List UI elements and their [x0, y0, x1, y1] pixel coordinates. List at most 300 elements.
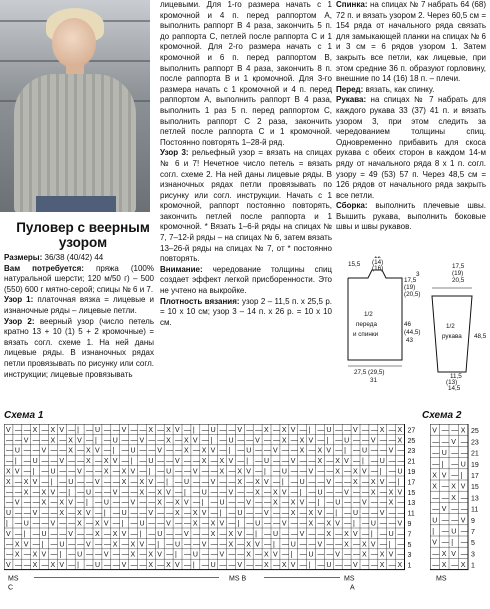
- row-number: 15: [471, 484, 479, 492]
- chart-symbol: —: [5, 499, 13, 507]
- chart-symbol: —: [130, 530, 138, 538]
- chart-symbol: X: [50, 562, 56, 570]
- chart-symbol: U: [281, 468, 287, 476]
- chart-symbol: —: [246, 478, 254, 486]
- chart-symbol: |: [68, 489, 71, 497]
- chart-symbol: |: [77, 562, 79, 570]
- chart-symbol: —: [326, 499, 334, 507]
- chart-symbol: —: [460, 539, 468, 547]
- body-label-3: и спинки: [353, 331, 379, 338]
- chart-symbol: —: [272, 426, 280, 434]
- chart-symbol: —: [308, 458, 316, 466]
- chart-symbol: V: [281, 520, 287, 528]
- chart-symbol: —: [308, 530, 316, 538]
- dim-neck-1: 12: [374, 256, 382, 260]
- chart-symbol: X: [41, 499, 47, 507]
- chart-symbol: V: [148, 510, 154, 518]
- chart-symbol: X: [326, 530, 332, 538]
- chart-symbol: —: [255, 562, 263, 570]
- chart-symbol: |: [451, 539, 454, 547]
- chart-symbol: V: [335, 551, 340, 559]
- chart-symbol: V: [5, 426, 11, 434]
- chart-symbol: —: [68, 541, 76, 549]
- chart-symbol: X: [50, 437, 56, 445]
- chart-symbol: —: [388, 468, 396, 476]
- chart-symbol: —: [210, 510, 218, 518]
- chart-symbol: —: [219, 426, 227, 434]
- chart-symbol: U: [326, 562, 332, 570]
- chart-symbol: —: [50, 541, 58, 549]
- chart-symbol: V: [148, 478, 154, 486]
- chart-symbol: X: [166, 426, 171, 434]
- chart-symbol: X: [5, 478, 11, 486]
- row-number: 11: [471, 506, 479, 514]
- chart-symbol: X: [86, 447, 91, 455]
- chart-symbol: V: [210, 478, 216, 486]
- chart-symbol: |: [441, 461, 444, 469]
- chart-symbol: |: [361, 458, 364, 466]
- chart-symbol: V: [370, 541, 376, 549]
- chart-symbol: —: [228, 562, 236, 570]
- chart-symbol: V: [460, 483, 466, 491]
- chart-symbol: |: [50, 478, 53, 486]
- chart-symbol: X: [361, 551, 367, 559]
- chart-symbol: V: [388, 447, 394, 455]
- chart-symbol: —: [228, 520, 236, 528]
- chart-symbol: —: [50, 447, 58, 455]
- chart-symbol: U: [451, 528, 457, 536]
- chart-symbol: X: [68, 447, 73, 455]
- chart-symbol: |: [290, 551, 293, 559]
- chart-symbol: |: [121, 520, 124, 528]
- chart-symbol: U: [361, 447, 368, 455]
- chart-symbol: X: [183, 447, 189, 455]
- chart-symbol: |: [281, 478, 284, 486]
- chart-symbol: X: [397, 562, 403, 570]
- chart-symbol: —: [23, 499, 31, 507]
- chart-symbol: —: [370, 458, 378, 466]
- chart-symbol: —: [112, 510, 120, 518]
- chart-symbol: V: [139, 437, 145, 445]
- chart-symbol: X: [397, 437, 403, 445]
- chart-symbol: |: [192, 562, 195, 570]
- chart-symbol: —: [130, 562, 138, 570]
- chart-symbol: V: [353, 530, 358, 538]
- chart-symbol: V: [388, 551, 394, 559]
- chart-symbol: X: [201, 447, 207, 455]
- chart-symbol: —: [379, 447, 387, 455]
- chart-symbol: —: [460, 450, 468, 458]
- chart-symbol: —: [388, 520, 396, 528]
- chart-symbol: X: [379, 551, 385, 559]
- chart-symbol: —: [41, 468, 49, 476]
- chart-symbol: —: [317, 530, 325, 538]
- chart-symbol: —: [130, 426, 138, 434]
- chart-symbol: V: [264, 478, 269, 486]
- chart-symbol: —: [201, 551, 209, 559]
- chart-symbol: —: [103, 447, 111, 455]
- chart-symbol: X: [353, 468, 358, 476]
- chart-symbol: X: [264, 551, 269, 559]
- chart-symbol: —: [246, 437, 254, 445]
- chart-symbol: —: [281, 541, 289, 549]
- row-number: 3: [471, 551, 475, 559]
- chart-symbol: —: [441, 483, 449, 491]
- dim-top-left: 15,5: [348, 261, 361, 268]
- chart-symbol: —: [432, 550, 440, 558]
- chart-symbol: —: [353, 541, 361, 549]
- chart-symbol: —: [23, 562, 31, 570]
- chart-symbol: —: [228, 478, 236, 486]
- chart-symbol: —: [68, 520, 76, 528]
- chart-symbol: U: [23, 520, 29, 528]
- chart-symbol: V: [344, 458, 349, 466]
- chart-symbol: —: [397, 530, 405, 538]
- scheme1-bottom-label: C: [8, 584, 14, 592]
- chart-symbol: —: [121, 551, 129, 559]
- chart-symbol: —: [361, 489, 369, 497]
- chart-symbol: —: [317, 520, 325, 528]
- chart-symbol: —: [94, 499, 102, 507]
- chart-symbol: V: [175, 458, 180, 466]
- chart-symbol: X: [23, 478, 29, 486]
- chart-symbol: V: [441, 506, 447, 514]
- chart-symbol: |: [112, 447, 115, 455]
- chart-symbol: X: [103, 468, 109, 476]
- chart-symbol: X: [192, 510, 198, 518]
- chart-symbol: X: [264, 562, 269, 570]
- row-number: 19: [471, 461, 479, 469]
- chart-symbol: X: [148, 551, 154, 559]
- dim-sleeve-top-3: 20,5: [452, 277, 465, 284]
- chart-symbol: V: [68, 530, 73, 538]
- chart-symbol: —: [157, 458, 165, 466]
- chart-symbol: X: [299, 447, 305, 455]
- chart-symbol: —: [460, 550, 468, 558]
- chart-symbol: —: [370, 468, 378, 476]
- chart-symbol: X: [264, 426, 269, 434]
- chart-symbol: —: [201, 426, 209, 434]
- chart-symbol: —: [299, 458, 307, 466]
- chart-symbol: —: [335, 447, 343, 455]
- chart-symbol: |: [432, 528, 435, 536]
- chart-symbol: —: [77, 447, 85, 455]
- chart-symbol: V: [308, 437, 314, 445]
- chart-symbol: |: [59, 551, 62, 559]
- chart-symbol: —: [157, 562, 165, 570]
- chart-symbol: U: [210, 562, 216, 570]
- col2-paragraph: Плотность вязания: узор 2 – 11,5 п. х 25,5 р. = 10 х 10 см; узор 3 – 14 п. х 26 р. = 10 х 10 см.: [160, 296, 332, 327]
- chart-symbol: —: [157, 510, 165, 518]
- chart-symbol: —: [432, 438, 440, 446]
- chart-symbol: |: [460, 472, 463, 480]
- row-number: 21: [471, 450, 479, 458]
- dim-rt-1: 17,5: [404, 277, 417, 284]
- chart-symbol: —: [219, 530, 227, 538]
- chart-symbol: U: [14, 447, 20, 455]
- chart-symbol: —: [148, 530, 156, 538]
- chart-symbol: X: [77, 520, 82, 528]
- chart-symbol: —: [370, 447, 378, 455]
- chart-symbol: —: [397, 510, 405, 518]
- chart-symbol: V: [219, 551, 225, 559]
- row-number: 1: [407, 562, 412, 570]
- dim-sleeve-b-1: 11,5: [450, 373, 462, 380]
- chart-symbol: —: [130, 437, 138, 445]
- chart-symbol: —: [32, 541, 40, 549]
- chart-symbol: |: [264, 468, 266, 476]
- row-number: 13: [407, 500, 416, 508]
- chart-symbol: —: [32, 447, 40, 455]
- chart-symbol: —: [148, 520, 156, 528]
- chart-symbol: V: [441, 472, 447, 480]
- chart-symbol: X: [460, 427, 466, 435]
- chart-symbol: —: [32, 499, 40, 507]
- chart-symbol: —: [166, 499, 174, 507]
- chart-symbol: —: [219, 541, 227, 549]
- chart-symbol: X: [228, 530, 234, 538]
- chart-symbol: —: [219, 489, 227, 497]
- chart-symbol: —: [183, 541, 191, 549]
- chart-symbol: U: [460, 461, 466, 469]
- chart-symbol: —: [148, 447, 156, 455]
- row-number: 3: [407, 552, 412, 560]
- chart-symbol: —: [344, 562, 352, 570]
- chart-symbol: —: [335, 437, 343, 445]
- chart-symbol: V: [121, 530, 127, 538]
- chart-symbol: U: [201, 489, 207, 497]
- chart-symbol: U: [157, 530, 163, 538]
- chart-symbol: —: [264, 489, 272, 497]
- chart-symbol: —: [344, 499, 352, 507]
- chart-symbol: —: [432, 506, 440, 514]
- chart-symbol: X: [335, 458, 340, 466]
- chart-symbol: —: [264, 530, 272, 538]
- chart-symbol: U: [441, 450, 447, 458]
- chart-symbol: —: [255, 447, 263, 455]
- chart-symbol: V: [335, 520, 340, 528]
- chart-symbol: —: [326, 468, 334, 476]
- chart-symbol: X: [246, 541, 251, 549]
- scheme1-bottom-label: MS: [344, 575, 355, 583]
- chart-symbol: |: [379, 468, 382, 476]
- chart-symbol: V: [166, 489, 171, 497]
- chart-symbol: —: [451, 506, 459, 514]
- chart-symbol: X: [139, 489, 145, 497]
- chart-symbol: —: [246, 489, 254, 497]
- chart-symbol: —: [308, 489, 316, 497]
- chart-symbol: —: [166, 510, 174, 518]
- chart-symbol: —: [228, 499, 236, 507]
- chart-symbol: U: [255, 520, 261, 528]
- chart-symbol: V: [77, 437, 82, 445]
- chart-symbol: |: [103, 510, 106, 518]
- chart-symbol: —: [228, 468, 236, 476]
- chart-symbol: X: [183, 437, 189, 445]
- garment-schematic: [340, 256, 490, 391]
- chart-symbol: —: [14, 426, 22, 434]
- chart-symbol: V: [397, 520, 403, 528]
- chart-symbol: —: [103, 478, 111, 486]
- chart-symbol: —: [361, 478, 369, 486]
- chart-symbol: U: [210, 426, 216, 434]
- chart-symbol: —: [379, 437, 387, 445]
- chart-symbol: —: [281, 458, 289, 466]
- chart-symbol: U: [192, 551, 198, 559]
- chart-symbol: —: [264, 520, 272, 528]
- chart-symbol: X: [370, 489, 376, 497]
- dim-h-1: 46: [404, 321, 412, 328]
- chart-symbol: —: [139, 499, 147, 507]
- chart-symbol: —: [112, 468, 120, 476]
- row-number: 1: [471, 562, 475, 570]
- chart-symbol: —: [201, 530, 209, 538]
- chart-symbol: —: [77, 530, 85, 538]
- chart-symbol: |: [397, 478, 400, 486]
- chart-symbol: V: [201, 541, 207, 549]
- chart-symbol: —: [255, 510, 263, 518]
- chart-symbol: X: [441, 550, 447, 558]
- dim-sleeve-b-3: 14,5: [448, 385, 461, 391]
- chart-symbol: V: [281, 489, 287, 497]
- chart-symbol: —: [441, 539, 449, 547]
- chart-symbol: —: [59, 478, 67, 486]
- chart-symbol: —: [41, 426, 49, 434]
- chart-symbol: U: [148, 458, 154, 466]
- row-number: 23: [471, 439, 479, 447]
- chart-symbol: —: [317, 478, 325, 486]
- chart-symbol: —: [397, 551, 405, 559]
- chart-symbol: —: [5, 458, 13, 466]
- model-photo: [0, 0, 150, 212]
- chart-symbol: —: [219, 478, 227, 486]
- chart-symbol: —: [335, 426, 343, 434]
- chart-symbol: —: [326, 489, 334, 497]
- chart-symbol: —: [228, 510, 236, 518]
- chart-symbol: U: [272, 530, 279, 538]
- chart-symbol: —: [86, 530, 94, 538]
- chart-symbol: —: [192, 499, 200, 507]
- row-number: 19: [407, 469, 416, 476]
- chart-symbol: —: [361, 520, 369, 528]
- chart-symbol: —: [432, 562, 440, 570]
- chart-symbol: X: [237, 478, 243, 486]
- chart-symbol: —: [103, 530, 111, 538]
- col2-paragraph: Узор 3: рельефный узор = вязать на спицах № 6 и 7! Нечетное число петель = вязать согл. схеме 2. На ней даны лицевые ряды. В изнаночных рядах петли провязывать по рисунку или согл. инструкции. Начать с 1 кромочной, раппорт постоянно повторять, закончить петлей после раппорта и 1 кромочной. * Вязать 1–6-й ряды на спицах № 7, 7–12-й ряды – на спицах № 6, затем вязать 13–26-й ряды на спицах № 7, от * постоянно повторять.: [160, 148, 332, 264]
- chart-symbol: V: [451, 438, 456, 446]
- chart-symbol: V: [397, 489, 403, 497]
- chart-symbol: V: [353, 562, 358, 570]
- chart-symbol: —: [41, 437, 49, 445]
- chart-symbol: X: [192, 520, 198, 528]
- chart-symbol: —: [219, 562, 227, 570]
- chart-symbol: —: [121, 437, 129, 445]
- chart-symbol: —: [175, 468, 183, 476]
- chart-symbol: —: [397, 541, 405, 549]
- chart-symbol: —: [210, 468, 218, 476]
- chart-symbol: —: [432, 461, 440, 469]
- col3-paragraph: Рукава: на спицах № 7 набрать для каждого рукава 33 (37) 41 п. и вязать узором 3, при этом следить за чередованием толщины спиц. Одновременно прибавить для скоса рукава с обеих сторон в каждом 14-м ряду от начального ряда 8 х 1 п. согл. узору = 49 (53) 57 п. Через 48,5 см = 126 рядов от начального ряда закрыть все петли.: [336, 95, 486, 200]
- scheme1-bottom-label: MS B: [229, 575, 247, 583]
- chart-symbol: —: [281, 447, 289, 455]
- chart-symbol: —: [112, 520, 120, 528]
- chart-symbol: —: [139, 510, 147, 518]
- chart-symbol: V: [228, 489, 234, 497]
- chart-symbol: U: [112, 437, 118, 445]
- chart-symbol: U: [94, 562, 101, 570]
- chart-symbol: |: [344, 447, 346, 455]
- chart-symbol: —: [14, 510, 22, 518]
- chart-symbol: V: [59, 426, 65, 434]
- chart-symbol: —: [166, 458, 174, 466]
- chart-symbol: —: [299, 520, 307, 528]
- chart-symbol: X: [157, 499, 162, 507]
- chart-symbol: X: [77, 510, 82, 518]
- chart-symbol: U: [299, 478, 305, 486]
- chart-symbol: —: [5, 551, 13, 559]
- chart-symbol: —: [86, 437, 94, 445]
- chart-symbol: —: [50, 551, 58, 559]
- col3-paragraph: Сборка: выполнить плечевые швы. Вышить рукава, выполнить боковые швы и швы рукавов.: [336, 201, 486, 232]
- chart-symbol: —: [86, 468, 94, 476]
- row-number: 15: [407, 489, 416, 497]
- chart-symbol: V: [112, 458, 118, 466]
- body-label-2: переда: [356, 321, 377, 328]
- chart-symbol: U: [432, 517, 438, 525]
- chart-symbol: V: [166, 520, 171, 528]
- col1-paragraph: Вам потребуется: пряжа (100% натуральной шерсти; 120 м/50 г) – 500 (550) 600 г мятно-серой; спицы № 6 и 7.: [4, 263, 154, 294]
- scheme2-grid: [430, 424, 490, 609]
- chart-symbol: —: [68, 426, 76, 434]
- chart-symbol: X: [94, 530, 100, 538]
- pattern-title: Пуловер с веерным узором: [16, 220, 150, 250]
- chart-symbol: —: [139, 458, 147, 466]
- chart-symbol: X: [5, 468, 11, 476]
- chart-symbol: V: [121, 562, 127, 570]
- chart-symbol: —: [14, 520, 22, 528]
- chart-symbol: —: [317, 562, 325, 570]
- chart-symbol: —: [272, 458, 280, 466]
- chart-symbol: —: [451, 517, 459, 525]
- chart-symbol: —: [308, 447, 316, 455]
- chart-symbol: —: [388, 478, 396, 486]
- chart-symbol: —: [166, 447, 174, 455]
- chart-symbol: —: [139, 447, 147, 455]
- chart-symbol: —: [210, 489, 218, 497]
- chart-symbol: —: [388, 510, 396, 518]
- dim-sleeve-top-1: 17,5: [452, 263, 465, 270]
- sleeve-piece: [432, 263, 487, 391]
- chart-symbol: —: [5, 489, 13, 497]
- chart-symbol: —: [317, 551, 325, 559]
- chart-symbol: —: [32, 520, 40, 528]
- chart-symbol: X: [228, 541, 234, 549]
- chart-symbol: U: [130, 447, 136, 455]
- chart-symbol: X: [210, 520, 216, 528]
- chart-symbol: X: [59, 499, 65, 507]
- chart-symbol: —: [281, 551, 289, 559]
- chart-symbol: U: [370, 520, 376, 528]
- chart-symbol: —: [175, 447, 183, 455]
- chart-symbol: —: [335, 489, 343, 497]
- chart-symbol: —: [112, 478, 120, 486]
- body-label-1: 1/2: [364, 311, 373, 318]
- chart-symbol: —: [103, 489, 111, 497]
- chart-symbol: U: [50, 468, 56, 476]
- scheme1-bottom-label: A: [350, 584, 355, 592]
- chart-symbol: —: [59, 437, 67, 445]
- chart-symbol: X: [210, 530, 216, 538]
